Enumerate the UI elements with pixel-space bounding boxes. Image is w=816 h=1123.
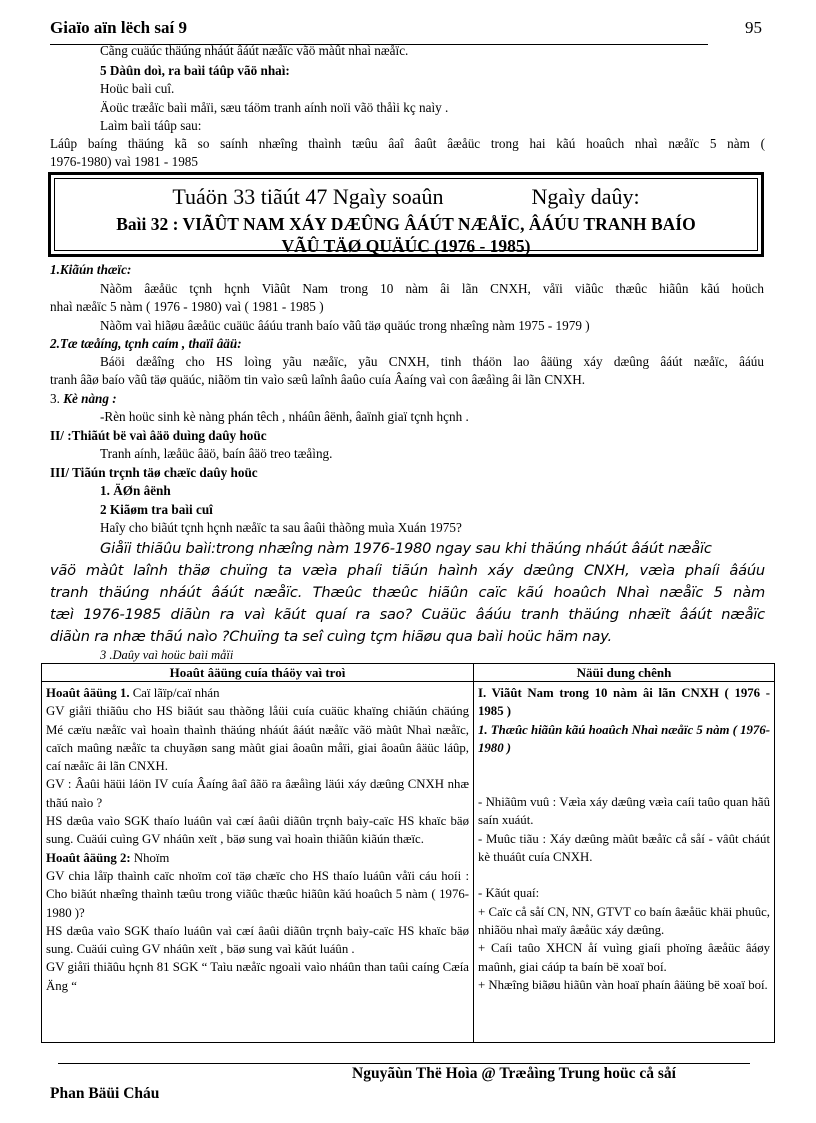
top-line-0: Cãng cuäúc thäúng nháút âáút næåïc vãö màût nhaì næåïc. <box>100 43 409 58</box>
homework-line-4b: 1976-1980) vaì 1981 - 1985 <box>50 154 198 169</box>
homework-heading: 5 Dàûn doì, ra baìi táûp vãö nhaì: <box>100 63 290 78</box>
activity-2-p1: GV chia låïp thaình caïc nhoïm coï täø chæïc cho HS thaío luáûn våïi cáu hoíi : Cho biãút nhæîng thaình tæûu trong viãûc thæûc hiãûn kãú hoaûch 5 nàm ( 1976-1980 )? <box>46 868 469 920</box>
content-result-label: - Kãút quaí: <box>478 886 540 901</box>
activity-2-heading <box>46 849 469 867</box>
activity-1-p1: GV giåïi thiãûu cho HS biãút sau thàõng låüi cuía cuäüc khaïng chiãún chäúng Mé cæïu næåïc vaì hoaìn thaình thäúng nháút âáút næåïc vãö màût Nhaì næåïc, caïch maûng næåïc ta chuyãøn sang màût giai âoaûn måïi, giai âoaûn âäüc láûp, caí næåïc âi lãn CNXH. <box>46 704 469 774</box>
section-II-heading: II/ :Thiãút bë vaì âäö duìng daûy hoüc <box>50 428 267 443</box>
table-row <box>42 682 775 1043</box>
content-heading-2: 1. Thæûc hiãûn kãú hoaûch Nhaì næåïc 5 nàm ( 1976-1980 ) <box>478 722 770 755</box>
activity-1-p2: GV : Âaûi häüi láön IV cuía Âaíng âaî âãö ra âæåìng läúi xáy dæûng CNXH nhæ thãú naìo ? <box>46 777 469 810</box>
document-header-title: Giaïo aïn lëch saí 9 <box>50 18 187 37</box>
activity-1-mode: Caï lãïp/caï nhán <box>129 686 220 700</box>
homework-line-4a: Láûp baíng thäúng kã so saính nhæîng thaình tæûu âaî âaût âæåüc trong hai kãú hoaûch nhaì næåïc 5 nàm ( <box>50 136 765 151</box>
section-1-p1a: Nàõm âæåüc tçnh hçnh Viãût Nam trong 10 nàm âi lãn CNXH, våïi viãûc thæûc hiãûn kãú hoüch <box>100 281 764 296</box>
homework-line-3: Laìm baìi táûp sau: <box>100 118 202 133</box>
intro-line-2: vãö màût laînh thäø chuïng ta væìa phaíi tiãún haình xáy dæûng CNXH, væìa phaíi âáúu <box>50 562 765 579</box>
content-result-3: + Nhæîng biãøu hiãûn vàn hoaï phaín âäüng bë xoaï boí. <box>478 977 768 992</box>
section-III-step-2: 2 Kiãøm tra baìi cuî <box>100 502 213 517</box>
content-task: - Nhiãûm vuû : Væìa xáy dæûng væìa caíi taûo quan hãû saín xuáút. <box>478 795 770 828</box>
content-goal: - Muûc tiãu : Xáy dæûng màût bæåïc cå såí - vâût cháút kè thuáût cuía CNXH. <box>478 831 770 865</box>
review-question: Haîy cho biãút tçnh hçnh næåïc ta sau âaûi thàõng muìa Xuán 1975? <box>100 520 462 535</box>
section-III-step-1: 1. ÄØn âënh <box>100 483 171 498</box>
table-header-row <box>42 664 775 682</box>
intro-line-5: diãùn ra nhæ thãú naìo ?Chuïng ta seî cuìng tçm hiãøu qua baìi hoüc häm nay. <box>50 628 612 645</box>
table-header-activities: Hoaût âäüng cuía tháöy vaì troì <box>42 664 474 682</box>
content-result-1: + Caïc cå såí CN, NN, GTVT co baín âæåüc khäi phuûc, nhiãöu nhaì maïy âæåüc xáy dæûng. <box>478 904 770 937</box>
lesson-title-line-2: VÃÛ TÄØ QUÄÚC (1976 - 1985) <box>281 236 531 256</box>
activity-1-p3: HS dæûa vaìo SGK thaío luáûn vaì cæí âaûi diãûn trçnh baìy-caïc HS khaïc bäø sung. Cuäúi cuìng GV nháûn xeït , bäø sung vaì hoaìn thiãûn kiãún thæïc. <box>46 814 469 847</box>
section-2-heading: 2.Tæ tæåíng, tçnh caím , thaïi âäü: <box>50 336 242 351</box>
lesson-title-line-1: Baìi 32 : VIÃÛT NAM XÁY DÆÛNG ÂÁÚT NÆÅÏC, ÂÁÚU TRANH BAÍO <box>116 214 696 234</box>
section-III-step-3: 3 .Daûy vaì hoüc baìi måïi <box>100 648 234 662</box>
section-2-p1b: tranh âãø baío vãû täø quäúc, niãöm tin vaìo sæû laînh âaûo cuía Âaíng vaì con âæåìng âi lãn CNXH. <box>50 372 586 387</box>
section-2-p1a: Báöi dæåîng cho HS loìng yãu næåïc, yãu CNXH, tinh tháön lao âäüng xáy dæûng âáút næåïc, âáúu <box>100 354 764 369</box>
footer-school-name: Phan Bäüi Cháu <box>50 1085 160 1102</box>
section-3-title: Kè nàng : <box>63 391 117 406</box>
section-III-heading: III/ Tiãún trçnh täø chæïc daûy hoüc <box>50 465 258 480</box>
section-1-heading: 1.Kiãún thæïc: <box>50 262 132 277</box>
section-3-heading <box>50 390 117 408</box>
section-II-p1: Tranh aính, læåüc âäö, baín âäö treo tæåìng. <box>100 446 333 461</box>
activity-2-p2: HS dæûa vaìo SGK thaío luáûn vaì cæí âaûi diãûn trçnh baìy-caïc HS khaïc bäø sung. Cuäúi cuìng GV nháûn xeït , bäø sung vaì kãút luáûn . <box>46 923 469 957</box>
activity-2-title: Hoaût âäüng 2: <box>46 850 131 865</box>
intro-line-1: Giåïi thiãûu baìi:trong nhæîng nàm 1976-1980 ngay sau khi thäúng nháút âáút næåïc <box>100 540 712 557</box>
content-cell <box>474 682 775 1043</box>
intro-line-4: tæì 1976-1985 diãùn ra vaì kãút quaí ra sao? Cuäüc âáúu tranh thäúng nhæït âáút næåïc <box>50 606 765 623</box>
activity-1-heading <box>46 684 469 702</box>
homework-line-2: Äoüc træåïc baìi måïi, sæu táöm tranh aính noïi vãö thåìi kç naìy . <box>100 100 449 115</box>
section-1-p2: Nàõm vaì hiãøu âæåüc cuäüc âáúu tranh baío vãû täø quäúc trong nhæîng nàm 1975 - 1979 ) <box>100 318 590 333</box>
activity-1-title: Hoaût âäüng 1. <box>46 686 130 700</box>
page-number: 95 <box>745 18 762 37</box>
content-heading-1: I. Viãût Nam trong 10 nàm âi lãn CNXH ( 1976 - 1985 ) <box>478 686 770 719</box>
activity-2-p3: GV giåïi thiãûu hçnh 81 SGK “ Taìu næåïc ngoaìi vaìo nháûn than taûi caíng Cæía Äng “ <box>46 960 469 993</box>
homework-line-1: Hoüc baìi cuî. <box>100 81 175 96</box>
footer-divider <box>58 1063 750 1064</box>
week-lesson-label: Tuáön 33 tiãút 47 Ngaìy soaûn <box>172 184 444 209</box>
section-3-number: 3. <box>50 391 60 406</box>
teaching-date-label: Ngaìy daûy: <box>531 184 640 209</box>
section-1-p1b: nhaì næåïc 5 nàm ( 1976 - 1980) vaì ( 1981 - 1985 ) <box>50 299 324 314</box>
lesson-title-box <box>48 172 764 257</box>
footer-author: Nguyãùn Thë Hoìa @ Træåìng Trung hoüc cå såí <box>352 1065 676 1082</box>
lesson-activity-table <box>41 663 775 1043</box>
table-header-content: Näüi dung chênh <box>474 664 775 682</box>
activities-cell <box>42 682 474 1043</box>
content-result-2: + Caíi taûo XHCN åí vuìng giaíi phoïng âæåüc âáøy maûnh, giai cáúp ta baín bë xoaï boí. <box>478 941 770 974</box>
section-3-p1: -Rèn hoüc sinh kè nàng phán têch , nháûn âënh, âaïnh giaï tçnh hçnh . <box>100 409 469 424</box>
intro-line-3: tranh thäúng nháút âáút næåïc. Thæûc thæûc hiãûn caïc kãú hoaûch Nhaì næåïc 5 nàm <box>50 584 765 601</box>
activity-2-mode: Nhoïm <box>130 850 170 865</box>
